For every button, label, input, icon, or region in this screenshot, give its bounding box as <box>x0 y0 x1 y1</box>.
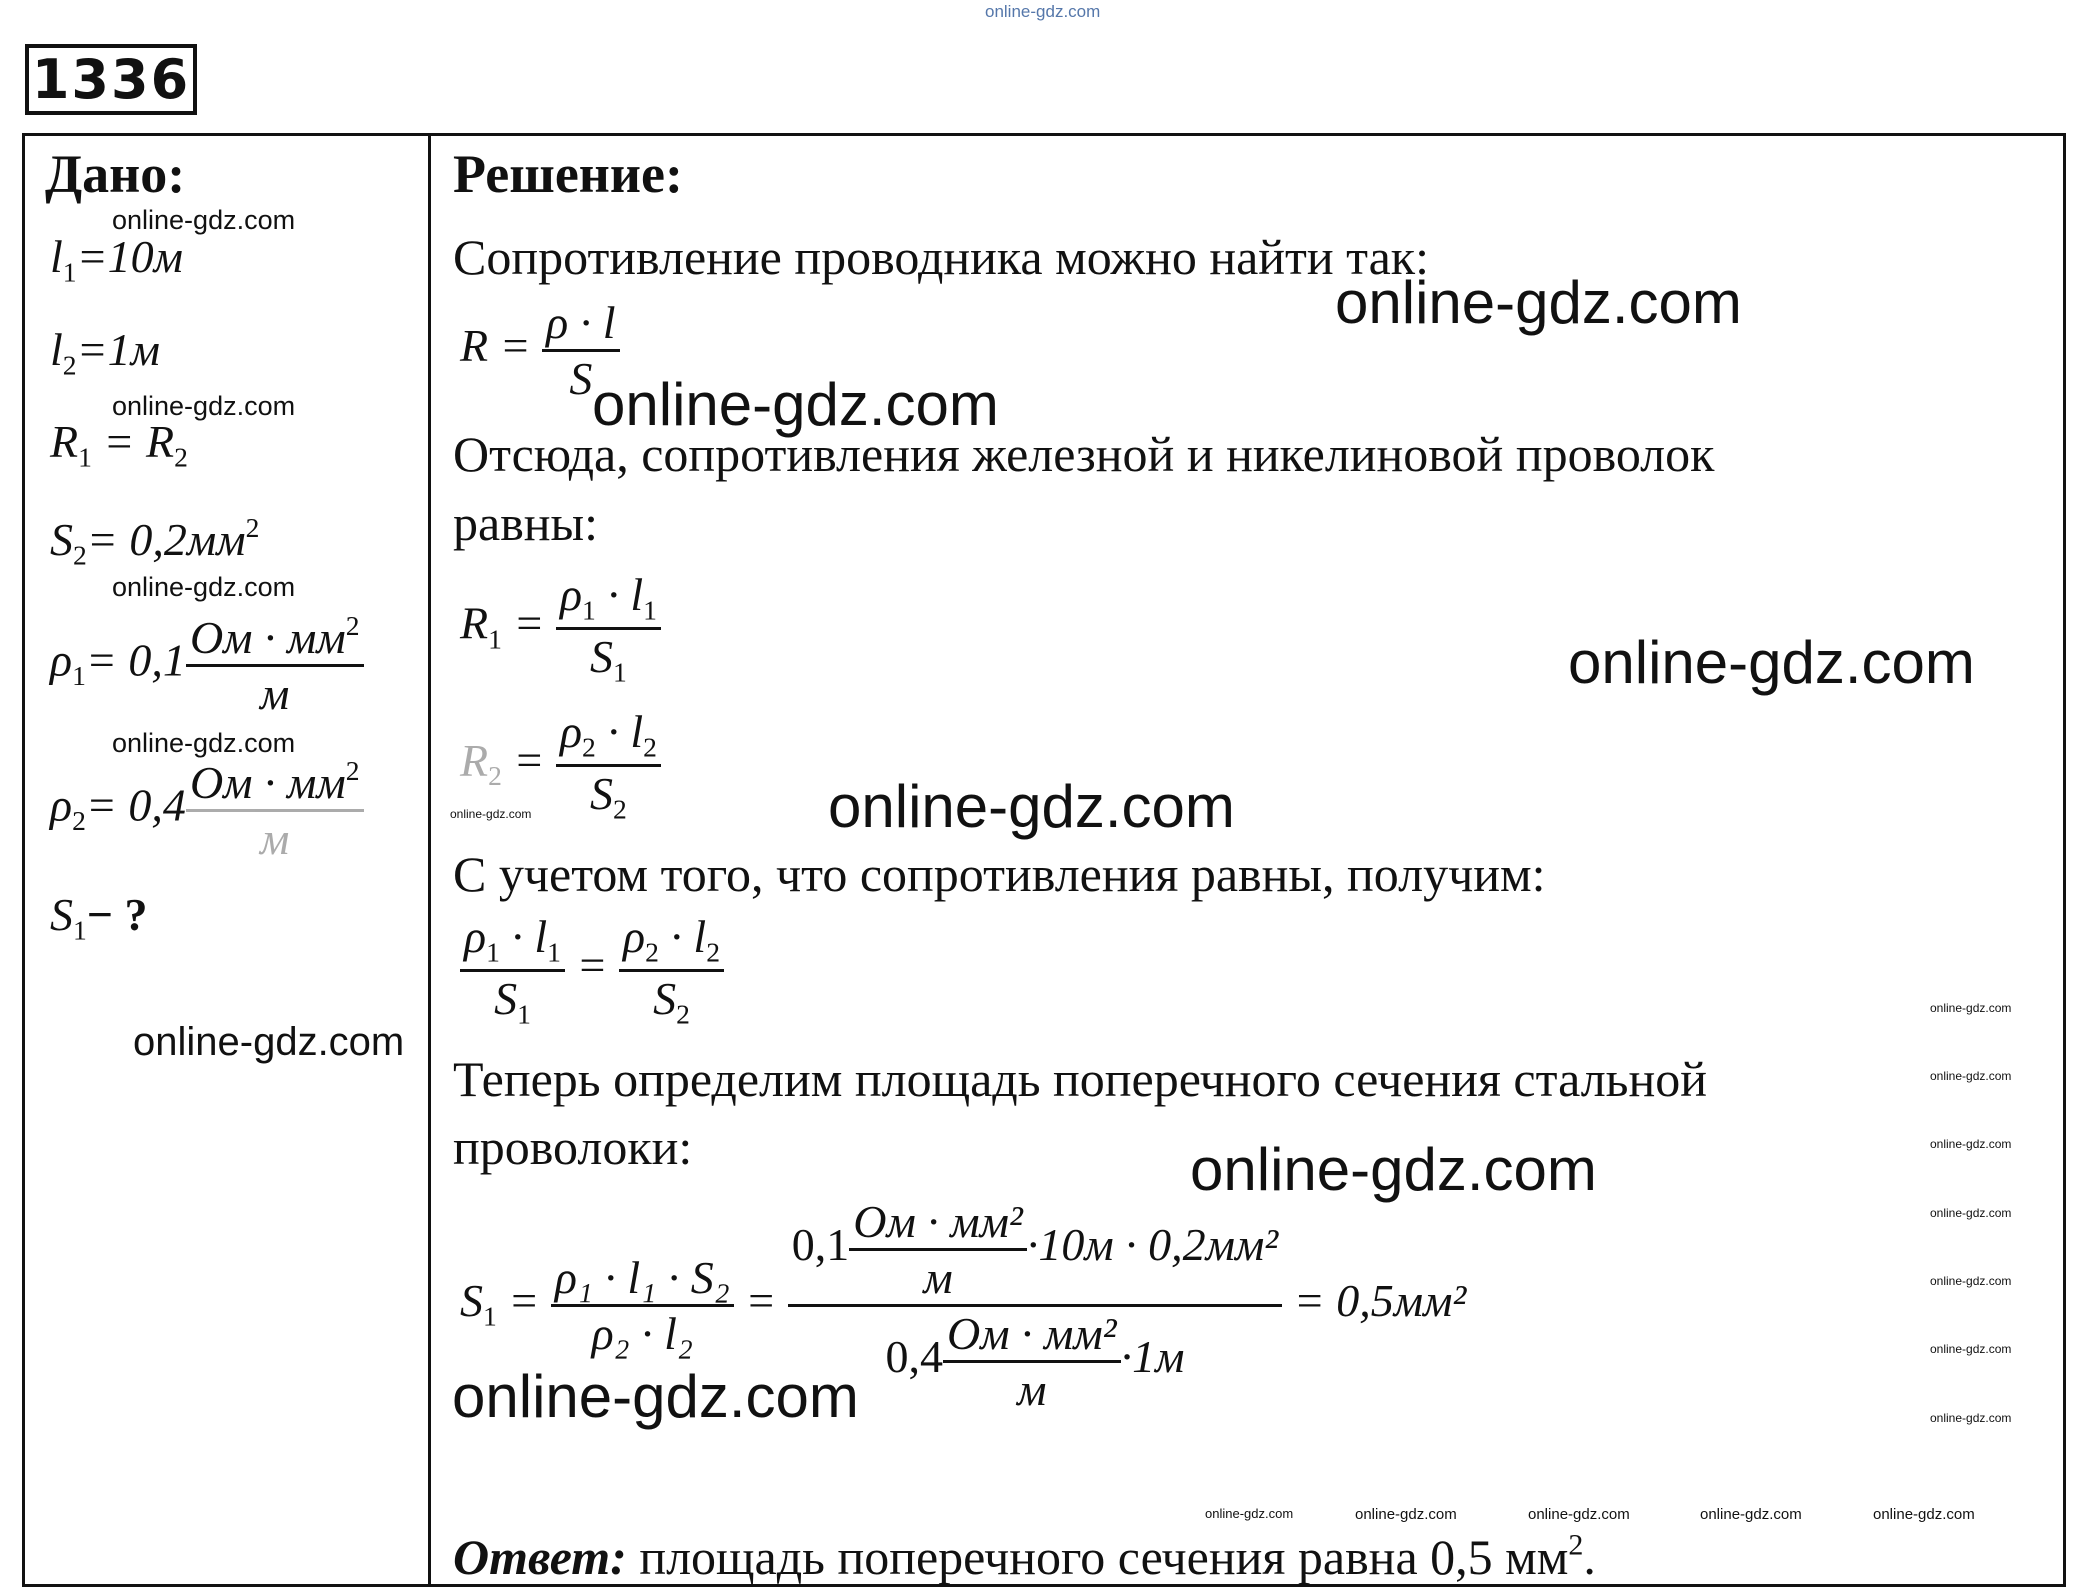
watermark-big-1: online-gdz.com <box>1335 269 1742 336</box>
solution-line-3: С учетом того, что сопротивления равны, получим: <box>453 846 1546 902</box>
given-r-equal: $R_1 = R_2$ <box>50 416 188 473</box>
answer-text: площадь поперечного сечения равна 0,5 мм <box>626 1529 1569 1585</box>
watermark-tiny-r2: online-gdz.com <box>450 807 532 821</box>
watermark-small-6: online-gdz.com <box>1930 1342 2012 1356</box>
formula-equality: $\frac{\rho_1 \cdot l_1}{S_1}$ = $\frac{\rho_2 \cdot l_2}{S_2}$ <box>460 910 724 1030</box>
solution-line-2a: Отсюда, сопротивления железной и никелиновой проволок <box>453 426 1715 482</box>
watermark-small-3: online-gdz.com <box>1930 1137 2012 1151</box>
given-l1: $l_1=10м$ <box>50 231 183 288</box>
watermark-small-2: online-gdz.com <box>1930 1069 2012 1083</box>
watermark-small-7: online-gdz.com <box>1930 1411 2012 1425</box>
given-rho2: $\rho_2= 0,4$ $\frac{Ом \cdot мм^2}{м}$ <box>50 755 364 865</box>
given-rho1: $\rho_1= 0,1$ $\frac{Ом \cdot мм^2}{м}$ <box>50 610 364 720</box>
solution-line-2b: равны: <box>453 495 599 551</box>
watermark-row-1: online-gdz.com <box>1205 1506 1294 1521</box>
given-s2: $S_2= 0,2мм^2$ <box>50 512 260 571</box>
given-heading: Дано: <box>45 144 186 204</box>
given-l2: $l_2=1м$ <box>50 324 160 381</box>
solution-heading: Решение: <box>453 144 683 204</box>
solution-line-1: Сопротивление проводника можно найти так: <box>453 229 1429 285</box>
watermark-row-5: online-gdz.com <box>1873 1506 1975 1523</box>
answer-label: Ответ: <box>453 1529 627 1585</box>
solution-line-4a: Теперь определим площадь поперечного сечения стальной <box>453 1051 1707 1107</box>
watermark-row-3: online-gdz.com <box>1528 1506 1630 1523</box>
watermark-small-4: online-gdz.com <box>1930 1206 2012 1220</box>
watermark-given-1: online-gdz.com <box>112 205 296 235</box>
watermark-big-2: online-gdz.com <box>592 371 999 438</box>
given-find: $S_1-$ ? <box>50 889 148 946</box>
column-divider <box>428 133 431 1587</box>
formula-final: $S_1$ = $\frac{\text{ρ₁ · l₁ · S₂}}{\text{ρ₂ · l₂}}$ = 0,1 $\frac{\text{Ом · мм²}}{м}$ ·10м · 0,2мм² 0,4 $\frac{\text{Ом · мм²}}{м}$ ·1м = 0,5мм² <box>460 1196 1467 1415</box>
formula-r1: $R_1$ = $\frac{\rho_1 \cdot l_1}{S_1}$ <box>460 568 661 688</box>
formula-r2: $R_2$ = $\frac{\rho_2 \cdot l_2}{S_2}$ <box>460 705 661 825</box>
watermark-given-4: online-gdz.com <box>112 728 296 758</box>
watermark-top: online-gdz.com <box>985 2 1101 21</box>
watermark-big-6: online-gdz.com <box>452 1363 859 1430</box>
solution-line-4b: проволоки: <box>453 1119 693 1175</box>
watermark-small-1: online-gdz.com <box>1930 1001 2012 1015</box>
watermark-small-5: online-gdz.com <box>1930 1274 2012 1288</box>
answer-line: Ответ: площадь поперечного сечения равна 0,5 $мм^2$. <box>453 1528 1596 1585</box>
problem-number: 1336 <box>25 44 197 115</box>
watermark-big-4: online-gdz.com <box>828 773 1235 840</box>
watermark-big-3: online-gdz.com <box>1568 629 1975 696</box>
watermark-row-4: online-gdz.com <box>1700 1506 1802 1523</box>
watermark-row-2: online-gdz.com <box>1355 1506 1457 1523</box>
watermark-given-2: online-gdz.com <box>112 391 296 421</box>
formula-r: R = $\frac{\rho \cdot l}{S}$ <box>460 296 620 405</box>
watermark-given-3: online-gdz.com <box>112 572 296 602</box>
watermark-given-5: online-gdz.com <box>133 1020 405 1064</box>
watermark-big-5: online-gdz.com <box>1190 1136 1597 1203</box>
